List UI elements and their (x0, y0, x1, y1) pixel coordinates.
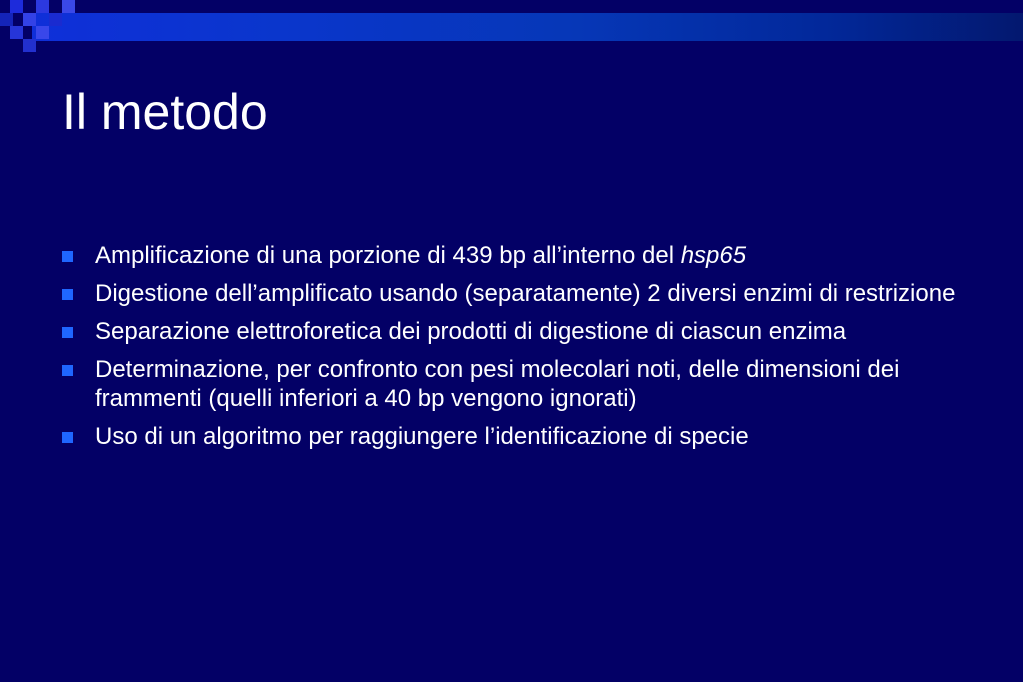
square-bullet-icon (62, 251, 73, 262)
square-bullet-icon (62, 289, 73, 300)
list-item (62, 279, 962, 308)
list-item (62, 355, 962, 413)
slide-title: Il metodo (62, 84, 268, 140)
bullet-text: Separazione elettroforetica dei prodotti di digestione di ciascun enzima (95, 318, 847, 345)
header-band (32, 13, 1023, 41)
bullet-text: Uso di un algoritmo per raggiungere l’identificazione di specie (95, 423, 749, 450)
gene-name: hsp65 (680, 242, 747, 269)
square-bullet-icon (62, 327, 73, 338)
bullet-text: Amplificazione di una porzione di 439 bp all’interno del hsp65 (95, 242, 747, 269)
list-item (62, 241, 962, 270)
square-bullet-icon (62, 365, 73, 376)
square-bullet-icon (62, 432, 73, 443)
bullet-text: Determinazione, per confronto con pesi molecolari noti, delle dimensioni dei frammenti (quelli inferiori a 40 bp vengono ignorati) (95, 356, 900, 412)
list-item (62, 422, 962, 451)
bullet-text: Digestione dell’amplificato usando (separatamente) 2 diversi enzimi di restrizione (95, 280, 956, 307)
list-item (62, 317, 962, 346)
bullet-list (62, 241, 962, 460)
